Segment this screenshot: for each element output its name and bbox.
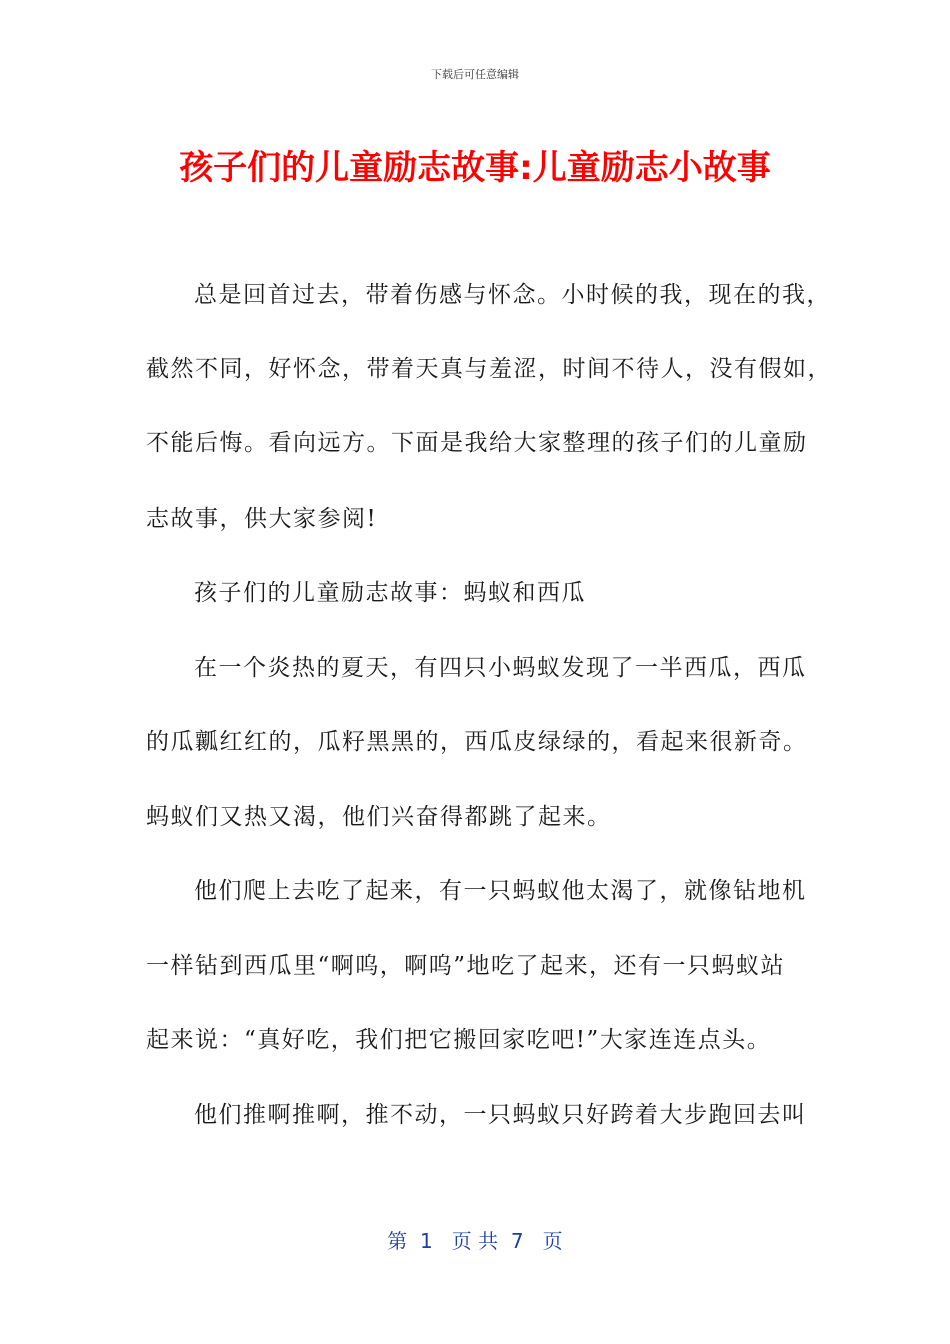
body-line: 在一个炎热的夏天，有四只小蚂蚁发现了一半西瓜，西瓜 [194,655,807,681]
body-line: 不能后悔。看向远方。下面是我给大家整理的孩子们的儿童励 [146,430,808,456]
body-line: 总是回首过去，带着伤感与怀念。小时候的我，现在的我， [194,282,831,308]
body-line: 他们推啊推啊，推不动，一只蚂蚁只好跨着大步跑回去叫 [194,1102,807,1128]
body-line: 一样钻到西瓜里“啊呜，啊呜”地吃了起来，还有一只蚂蚁站 [146,953,786,979]
body-line: 他们爬上去吃了起来，有一只蚂蚁他太渴了，就像钻地机 [194,878,807,904]
section-heading: 孩子们的儿童励志故事：蚂蚁和西瓜 [194,580,586,606]
document-title: 孩子们的儿童励志故事:儿童励志小故事 [179,148,771,188]
body-line: 截然不同，好怀念，带着天真与羞涩，时间不待人，没有假如， [146,356,832,382]
body-line: 的瓜瓤红红的，瓜籽黑黑的，西瓜皮绿绿的，看起来很新奇。 [146,729,808,755]
page-footer: 第 1 页 共 7 页 [387,1229,563,1253]
header-note: 下载后可任意编辑 [431,68,519,81]
body-line: 起来说：“真好吃，我们把它搬回家吃吧!”大家连连点头。 [146,1027,772,1053]
body-line: 志故事，供大家参阅! [146,506,378,532]
body-line: 蚂蚁们又热又渴，他们兴奋得都跳了起来。 [146,804,612,830]
